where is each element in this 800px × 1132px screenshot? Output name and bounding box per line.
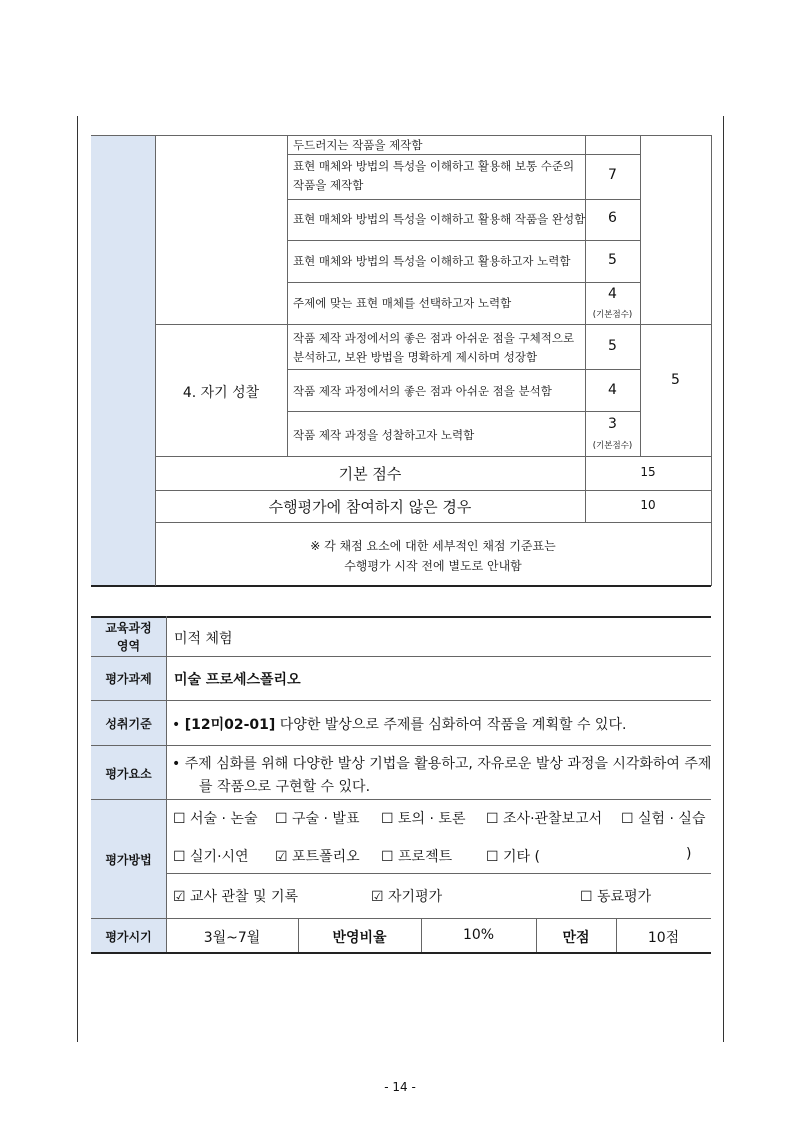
method-option[interactable]: ☐ 실기·시연 xyxy=(173,849,249,865)
method-option[interactable]: ☐ 기타 ( xyxy=(486,849,540,865)
notice-text: ※ 각 채점 요소에 대한 세부적인 채점 기준표는 xyxy=(310,539,556,553)
rubric-desc: 작품 제작 과정에서의 좋은 점과 아쉬운 점을 분석함 xyxy=(293,384,552,398)
method-option[interactable]: ☑ 포트폴리오 xyxy=(275,849,360,865)
checked-checkbox-icon[interactable]: ☑ xyxy=(371,889,384,905)
checkbox-icon[interactable]: ☐ xyxy=(486,849,499,865)
checkbox-icon[interactable]: ☐ xyxy=(621,811,634,827)
domain-label: 영역 xyxy=(116,639,141,653)
rubric-score: 7 xyxy=(608,167,617,183)
method-option[interactable]: ☐ 서술 · 논술 xyxy=(173,811,258,827)
rubric-desc: 작품 제작 과정에서의 좋은 점과 아쉬운 점을 구체적으로 xyxy=(293,331,575,345)
task-value: 미술 프로세스폴리오 xyxy=(174,672,301,688)
notice-text: 수행평가 시작 전에 별도로 안내함 xyxy=(344,559,522,573)
method-option[interactable]: ☑ 교사 관찰 및 기록 xyxy=(173,889,299,905)
domain-value: 미적 체험 xyxy=(174,631,233,647)
checkbox-icon[interactable]: ☐ xyxy=(381,849,394,865)
standard-line xyxy=(172,714,626,734)
base-score-note: (기본점수) xyxy=(592,441,633,451)
element-text-continued: 를 작품으로 구현할 수 있다. xyxy=(199,779,371,795)
page-number: - 14 - xyxy=(384,1080,416,1094)
element-bullet: • xyxy=(172,756,181,772)
method-option[interactable]: ☐ 조사·관찰보고서 xyxy=(486,811,603,827)
label-column xyxy=(91,617,166,952)
full-score-value: 10점 xyxy=(647,930,680,946)
full-score-label: 만점 xyxy=(562,930,590,946)
self-reflection-total: 5 xyxy=(671,372,680,388)
method-option[interactable]: ☐ 동료평가 xyxy=(580,889,652,905)
rubric-score: 3 xyxy=(608,416,617,432)
base-score-note: (기본점수) xyxy=(592,310,633,320)
non-participation-value: 10 xyxy=(640,498,656,512)
non-participation-label: 수행평가에 참여하지 않은 경우 xyxy=(268,498,472,516)
element-line xyxy=(172,753,711,773)
rubric-desc: 작품을 제작함 xyxy=(293,178,364,192)
rubric-score: 4 xyxy=(608,382,617,398)
rubric-desc: 표현 매체와 방법의 특성을 이해하고 활용해 작품을 완성함 xyxy=(293,212,586,226)
standard-bullet: • xyxy=(172,717,181,733)
rubric-score: 5 xyxy=(608,338,617,354)
method-option[interactable]: ☐ 프로젝트 xyxy=(381,849,453,865)
standard-label: 성취기준 xyxy=(105,717,152,731)
method-option[interactable]: ☐ 구술 · 발표 xyxy=(275,811,360,827)
rubric-desc: 작품 제작 과정을 성찰하고자 노력함 xyxy=(293,428,475,442)
method-option[interactable]: ☐ 실험 · 실습 xyxy=(621,811,706,827)
rubric-desc: 분석하고, 보완 방법을 명확하게 제시하며 성장함 xyxy=(293,350,538,364)
checked-checkbox-icon[interactable]: ☑ xyxy=(275,849,288,865)
method-option[interactable]: ☐ 토의 · 토론 xyxy=(381,811,466,827)
rubric-desc: 주제에 맞는 표현 매체를 선택하고자 노력함 xyxy=(293,296,512,310)
checkbox-icon[interactable]: ☐ xyxy=(275,811,288,827)
base-score-label: 기본 점수 xyxy=(338,465,402,483)
checkbox-icon[interactable]: ☐ xyxy=(486,811,499,827)
rubric-score: 4 xyxy=(608,286,617,302)
checkbox-icon[interactable]: ☐ xyxy=(173,849,186,865)
checkbox-icon[interactable]: ☐ xyxy=(381,811,394,827)
checked-checkbox-icon[interactable]: ☑ xyxy=(173,889,186,905)
standard-text: 다양한 발상으로 주제를 심화하여 작품을 계획할 수 있다. xyxy=(279,717,627,733)
rubric-desc: 표현 매체와 방법의 특성을 이해하고 활용해 보통 수준의 xyxy=(293,159,575,173)
other-close-paren: ) xyxy=(686,846,692,862)
method-option[interactable]: ☑ 자기평가 xyxy=(371,889,443,905)
element-label: 평가요소 xyxy=(105,767,152,781)
self-reflection-label: 4. 자기 성찰 xyxy=(182,385,260,401)
rubric-score: 5 xyxy=(608,252,617,268)
rubric-desc: 두드러지는 작품을 제작함 xyxy=(293,138,423,152)
method-label: 평가방법 xyxy=(105,853,152,867)
domain-label: 교육과정 xyxy=(105,621,152,635)
base-score-value: 15 xyxy=(640,465,656,479)
rubric-score: 6 xyxy=(608,210,617,226)
rubric-desc: 표현 매체와 방법의 특성을 이해하고 활용하고자 노력함 xyxy=(293,254,571,268)
ratio-label: 반영비율 xyxy=(332,930,387,946)
ratio-value: 10% xyxy=(462,927,495,943)
task-label: 평가과제 xyxy=(105,672,152,686)
checkbox-icon[interactable]: ☐ xyxy=(580,889,593,905)
element-text: 주제 심화를 위해 다양한 발상 기법을 활용하고, 자유로운 발상 과정을 시각화하여 주제 xyxy=(184,756,712,772)
standard-code: [12미02-01] xyxy=(184,717,276,733)
period-label: 평가시기 xyxy=(105,930,152,944)
period-value: 3월~7월 xyxy=(203,930,261,946)
checkbox-icon[interactable]: ☐ xyxy=(173,811,186,827)
